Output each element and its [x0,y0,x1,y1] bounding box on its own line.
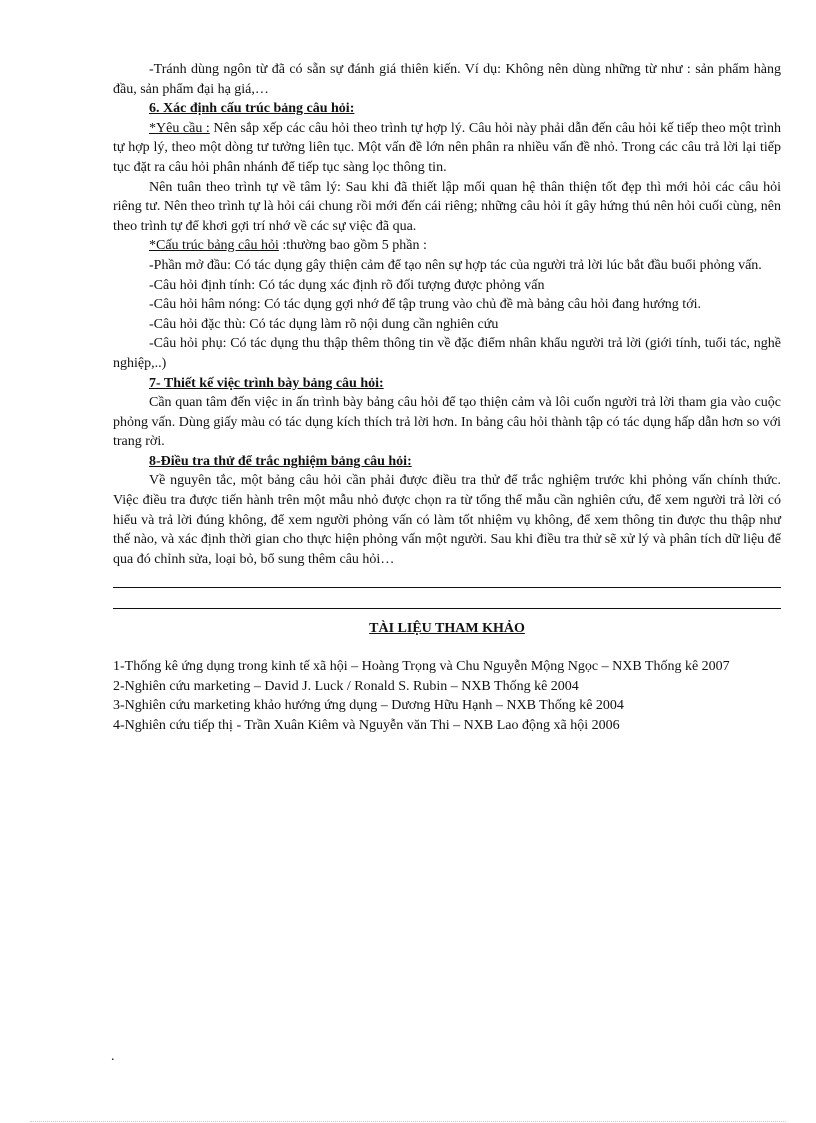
section-8-heading: 8-Điều tra thử để trắc nghiệm bảng câu hỏi: [149,453,412,469]
paragraph-structure [113,236,781,256]
structure-label: *Cấu trúc bảng câu hỏi [149,238,279,254]
footer-mark: . [111,1049,115,1064]
structure-part-specific: -Câu hỏi đặc thù: Có tác dụng làm rõ nội dung cần nghiên cứu [149,316,499,332]
requirement-text: Nên sắp xếp các câu hỏi theo trình tự hợp lý. Câu hỏi này phải dẫn đến câu hỏi kế tiếp theo một trình tự hợp lý, theo một dòng tư tưởng liên tục. Một vấn đề lớn nên phân ra nhiều vấn đề nhỏ. Trong các câu trả lời lại tiếp tục đặt ra câu hỏi phân nhánh để tiếp tục sàng lọc thông tin. [113,120,781,175]
structure-text: :thường bao gồm 5 phần : [278,238,427,254]
section-8-heading-line [113,452,781,472]
divider-line-bottom [113,608,781,609]
section-6-heading: 6. Xác định cấu trúc bảng câu hỏi: [149,101,355,117]
reference-item: 3-Nghiên cứu marketing khảo hướng ứng dụng – Dương Hữu Hạnh – NXB Thống kê 2004 [113,698,624,714]
structure-part-supplementary: -Câu hỏi phụ: Có tác dụng thu thập thêm thông tin về đặc điểm nhân khẩu người trả lời (giới tính, tuổi tác, nghề nghiệp,..) [113,336,781,371]
reference-item: 2-Nghiên cứu marketing – David J. Luck / Ronald S. Rubin – NXB Thống kê 2004 [113,678,579,694]
paragraph-requirement [113,119,781,178]
structure-part-intro: -Phần mở đầu: Có tác dụng gây thiện cảm để tạo nên sự hợp tác của người trả lời lúc bắt đầu buổi phỏng vấn. [149,257,762,273]
paragraph-presentation: Cần quan tâm đến việc in ấn trình bày bảng câu hỏi để tạo thiện cảm và lôi cuốn người trả lời tham gia vào cuộc phỏng vấn. Dùng giấy màu có tác dụng kích thích trả lời hơn. In bảng câu hỏi thành tập có tác dụng hấp dẫn hơn so với trang rời. [113,395,782,450]
section-6-heading-line [113,99,781,119]
reference-item: 1-Thống kê ứng dụng trong kinh tế xã hội – Hoàng Trọng và Chu Nguyễn Mộng Ngọc – NXB Thống kê 2007 [113,659,730,675]
page-bottom-border [30,1121,786,1122]
paragraph-pilot-test: Về nguyên tắc, một bảng câu hỏi cần phải được điều tra thử để trắc nghiệm trước khi phỏng vấn chính thức. Việc điều tra được tiến hành trên một mẫu nhỏ được chọn ra từ tổng thể mẫu cần nghiên cứu, để xem người trả lời có hiểu và trả lời đúng không, để xem người phỏng vấn có làm tốt nhiệm vụ không, để xem thông tin được thu thập như thế nào, và xác định thời gian cho thực hiện phỏng vấn một người. Sau khi điều tra thử sẽ xử lý và phân tích dữ liệu để qua đó chỉnh sửa, loại bỏ, bổ sung thêm câu hỏi… [113,473,781,567]
document-page [113,60,781,735]
paragraph-avoid-biased-words: -Tránh dùng ngôn từ đã có sẵn sự đánh giá thiên kiến. Ví dụ: Không nên dùng những từ như : sản phẩm hàng đầu, sản phẩm đại hạ giá,… [113,62,781,97]
paragraph-psychology-order: Nên tuân theo trình tự về tâm lý: Sau khi đã thiết lập mối quan hệ thân thiện tốt đẹp thì mới hỏi các câu hỏi riêng tư. Nên theo trình tự là hỏi cái chung rồi mới đến cái riêng; những câu hỏi ít gây hứng thú nên hỏi cuối cùng, nên theo trình tự để khơi gợi trí nhớ về các sự việc đã qua. [113,179,781,234]
references-title: TÀI LIỆU THAM KHẢO [369,621,525,637]
requirement-label: *Yêu cầu : [149,120,210,136]
section-7-heading-line [113,374,781,394]
reference-item: 4-Nghiên cứu tiếp thị - Trần Xuân Kiêm và Nguyễn văn Thi – NXB Lao động xã hội 2006 [113,717,620,733]
structure-part-qualifying: -Câu hỏi định tính: Có tác dụng xác định rõ đối tượng được phỏng vấn [149,277,545,293]
structure-part-warmup: -Câu hỏi hâm nóng: Có tác dụng gợi nhớ để tập trung vào chủ đề mà bảng câu hỏi đang hướng tới. [149,297,701,313]
references-list [113,657,781,735]
section-7-heading: 7- Thiết kế việc trình bày bảng câu hỏi: [149,375,384,391]
